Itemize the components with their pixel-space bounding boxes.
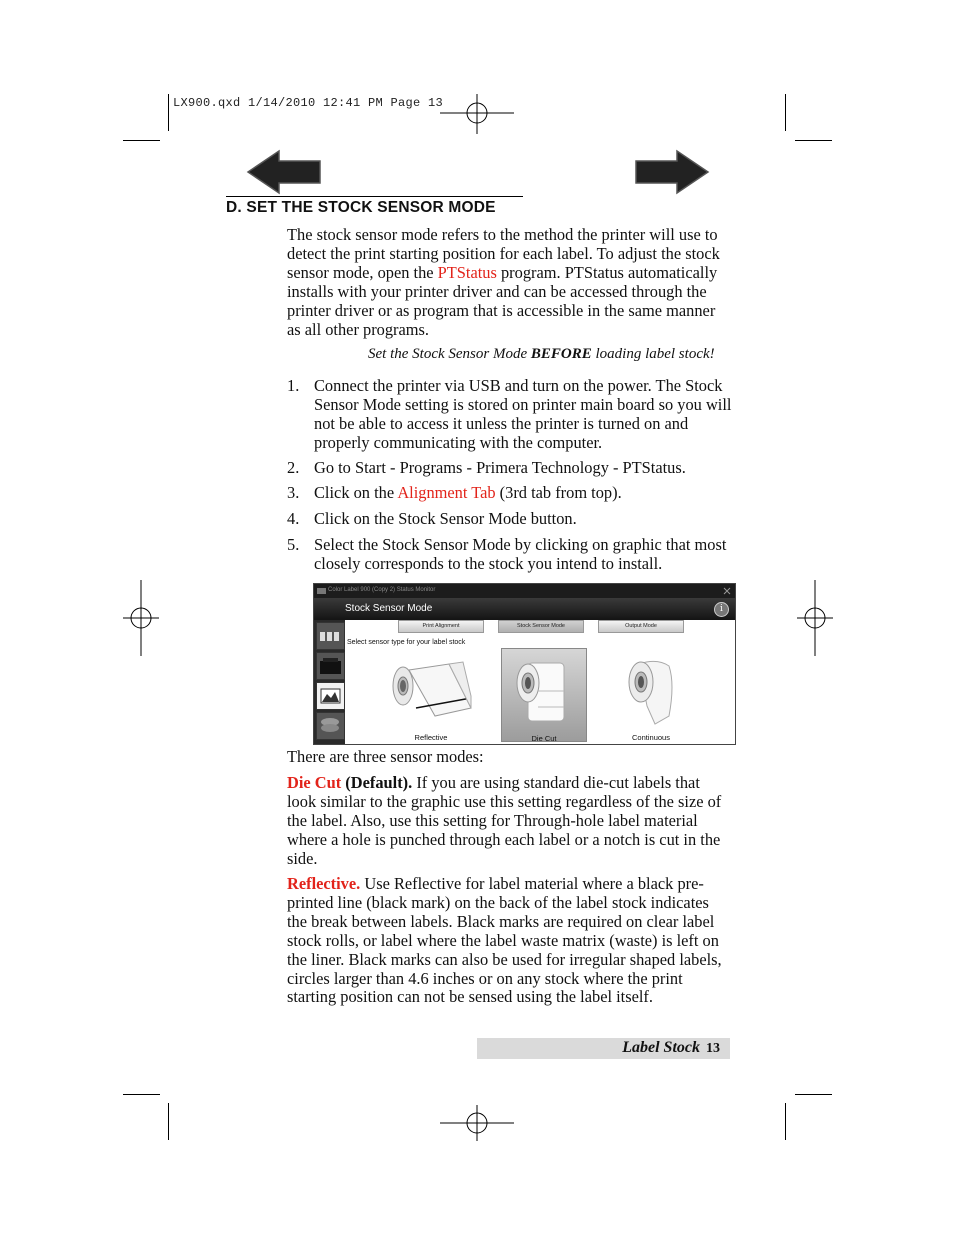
die-cut-term: Die Cut (287, 773, 342, 792)
tab-stock-sensor-mode[interactable]: Stock Sensor Mode (498, 620, 584, 633)
reflective-term: Reflective. (287, 874, 361, 893)
sidebar-tab-status[interactable] (316, 622, 345, 650)
arrow-right-icon[interactable] (634, 149, 710, 195)
info-icon[interactable]: i (714, 602, 729, 617)
page-number: 13 (706, 1041, 720, 1056)
list-item: 2. Go to Start - Programs - Primera Technology - PTStatus. (287, 458, 686, 477)
status-monitor-screenshot (313, 583, 736, 745)
registration-mark-left (121, 580, 161, 656)
option-continuous[interactable] (609, 648, 693, 740)
sidebar-tab-cartridges[interactable] (316, 712, 345, 740)
modes-intro: There are three sensor modes: (287, 747, 484, 766)
crop-mark (168, 94, 169, 131)
alignment-tab-link[interactable]: Alignment Tab (397, 483, 496, 502)
tab-print-alignment[interactable]: Print Alignment (398, 620, 484, 633)
crop-mark (785, 1103, 786, 1140)
window-titlebar: Color Label 900 (Copy 2) Status Monitor (314, 584, 735, 598)
print-slug: LX900.qxd 1/14/2010 12:41 PM Page 13 (173, 96, 444, 110)
intro-text: The stock sensor mode refers to the method the printer will use to detect the print starting position for each label. To adjust the stock sensor mode, open the (287, 225, 720, 282)
reflective-paragraph: Reflective. Use Reflective for label material where a black pre-printed line (black mark) on the back of the label stock indicates the break between labels. Black marks are required on clear label stock rolls, or label where the label waste matrix (waste) is left on the liner. Black marks can also be used for irregular shaped labels, circles larger than 4.6 inches or on any stock where the print starting position can not be sensed using the label itself. (287, 874, 722, 1007)
crop-mark (785, 94, 786, 131)
tab-output-mode[interactable]: Output Mode (598, 620, 684, 633)
sidebar-tab-alignment[interactable] (316, 682, 345, 710)
section-heading: D. SET THE STOCK SENSOR MODE (226, 199, 496, 216)
die-cut-roll-icon (502, 649, 586, 731)
die-cut-paragraph: Die Cut (Default). If you are using standard die-cut labels that look similar to the graphic use this setting regardless of the size of the label. Also, use this setting for Through-hole label material where a hole is punched through each label or a notch is cut in the side. (287, 773, 722, 868)
list-item: 5. Select the Stock Sensor Mode by clicking on graphic that most closely corresponds to the stock you intend to install. (287, 535, 727, 573)
crop-mark (795, 1094, 832, 1095)
crop-mark (123, 140, 160, 141)
sensor-prompt: Select sensor type for your label stock (347, 639, 466, 646)
crop-mark (168, 1103, 169, 1140)
sidebar (314, 620, 345, 744)
crop-mark (795, 140, 832, 141)
panel-title: Stock Sensor Mode (345, 603, 433, 614)
crop-mark (123, 1094, 160, 1095)
warning-note: Set the Stock Sensor Mode BEFORE loading label stock! (368, 346, 715, 362)
registration-mark-top (438, 94, 516, 134)
option-reflective[interactable] (389, 648, 473, 740)
option-die-cut[interactable] (501, 648, 587, 742)
list-item: 3. Click on the Alignment Tab (3rd tab from top). (287, 483, 622, 502)
list-item: 1. Connect the printer via USB and turn on the power. The Stock Sensor Mode setting is stored on printer main board so you will not be able to access it unless the printer is turned on and properly communicating with the computer. (287, 376, 732, 452)
continuous-roll-icon (609, 648, 693, 730)
reflective-label: Reflective (414, 733, 448, 742)
panel-header (314, 598, 735, 620)
app-logo-icon (317, 587, 326, 595)
continuous-label: Continuous (632, 733, 670, 742)
sidebar-tab-printer[interactable] (316, 652, 345, 680)
registration-mark-bottom (438, 1105, 516, 1145)
registration-mark-right (795, 580, 835, 656)
footer-label: Label Stock (622, 1039, 700, 1056)
heading-rule (226, 196, 523, 197)
ptstatus-link[interactable]: PTStatus (437, 262, 497, 282)
die-cut-label: Die Cut (531, 734, 557, 743)
arrow-left-icon[interactable] (246, 149, 322, 195)
intro-text-cont: program. PTStatus automatically installs with your printer driver and can be accessed through the printer driver or as program that is accessible in the same manner as all other programs. (287, 262, 718, 339)
page-footer (477, 1038, 730, 1059)
alignment-panel (345, 620, 735, 744)
close-icon[interactable] (723, 587, 731, 595)
list-item: 4. Click on the Stock Sensor Mode button. (287, 509, 577, 528)
intro-paragraph (287, 226, 732, 339)
reflective-roll-icon (389, 648, 473, 730)
